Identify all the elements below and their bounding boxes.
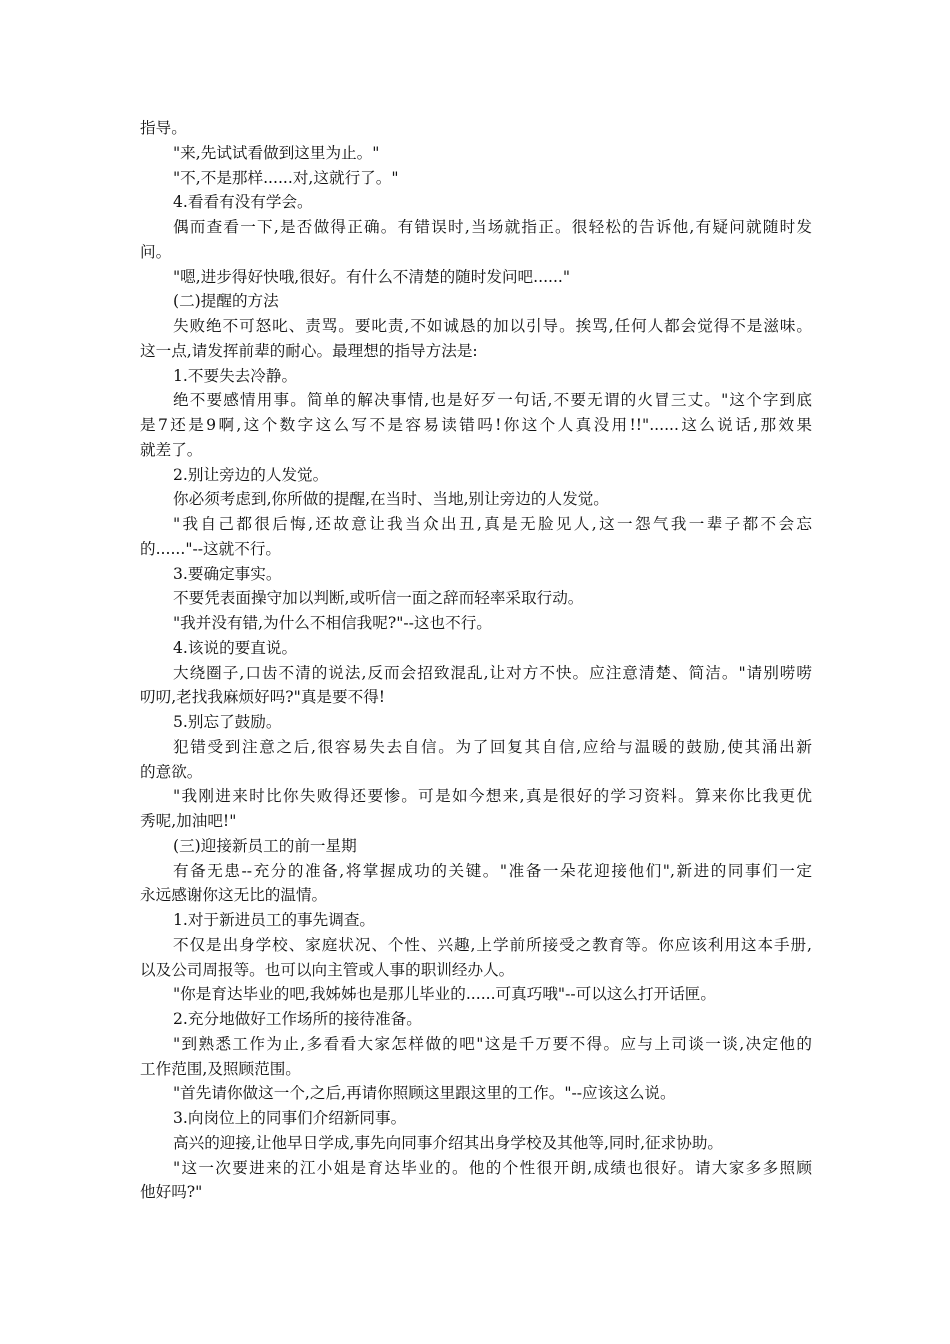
text-line: 失败绝不可怒叱、责骂。要叱责,不如诚恳的加以引导。挨骂,任何人都会觉得不是滋味。 bbox=[173, 317, 812, 335]
text-line: 的......"--这就不行。 bbox=[140, 539, 282, 558]
text-line: 5.别忘了鼓励。 bbox=[173, 713, 282, 731]
text-line: 他好吗?" bbox=[140, 1183, 203, 1202]
text-line: 永远感谢你这无比的温情。 bbox=[140, 886, 328, 905]
text-line: (三)迎接新员工的前一星期 bbox=[173, 836, 357, 855]
text-line: "到熟悉工作为止,多看看大家怎样做的吧"这是千万要不得。应与上司谈一谈,决定他的 bbox=[173, 1034, 812, 1053]
text-line: 问。 bbox=[140, 242, 172, 261]
text-line: "首先请你做这一个,之后,再请你照顾这里跟这里的工作。"--应该这么说。 bbox=[173, 1084, 676, 1103]
text-line: "我并没有错,为什么不相信我呢?"--这也不行。 bbox=[173, 614, 492, 632]
text-line: "这一次要进来的江小姐是育达毕业的。他的个性很开朗,成绩也很好。请大家多多照顾 bbox=[173, 1158, 812, 1177]
text-line: 以及公司周报等。也可以向主管或人事的职训经办人。 bbox=[140, 960, 515, 979]
text-line: 犯错受到注意之后,很容易失去自信。为了回复其自信,应给与温暖的鼓励,使其涌出新 bbox=[173, 737, 812, 756]
text-line: "我刚进来时比你失败得还要惨。可是如今想来,真是很好的学习资料。算来你比我更优 bbox=[173, 787, 812, 806]
text-line: 2.充分地做好工作场所的接待准备。 bbox=[173, 1010, 422, 1028]
text-line: 1.不要失去冷静。 bbox=[173, 366, 298, 385]
document-body bbox=[140, 116, 812, 1205]
text-line: 有备无患--充分的准备,将掌握成功的关键。"准备一朵花迎接他们",新进的同事们一定 bbox=[173, 861, 812, 880]
text-line: 3.要确定事实。 bbox=[173, 564, 282, 583]
text-line: 2.别让旁边的人发觉。 bbox=[173, 465, 329, 484]
text-line: 4.看看有没有学会。 bbox=[173, 193, 313, 212]
text-line: 1.对于新进员工的事先调查。 bbox=[173, 911, 376, 929]
text-line: 你必须考虑到,你所做的提醒,在当时、当地,别让旁边的人发觉。 bbox=[173, 490, 609, 509]
text-line: 叨叨,老找我麻烦好吗?"真是要不得! bbox=[140, 688, 386, 707]
text-line: 这一点,请发挥前辈的耐心。最理想的指导方法是: bbox=[140, 341, 478, 360]
text-line: 的意欲。 bbox=[140, 762, 203, 781]
text-line: 秀呢,加油吧!" bbox=[140, 812, 237, 830]
text-line: "你是育达毕业的吧,我姊姊也是那儿毕业的......可真巧哦"--可以这么打开话匣。 bbox=[173, 985, 716, 1004]
text-line: 是7还是9啊,这个数字这么写不是容易读错吗!你这个人真没用!!"......这么说话,那效果 bbox=[140, 416, 812, 434]
text-line: 工作范围,及照顾范围。 bbox=[140, 1059, 301, 1078]
text-line: 高兴的迎接,让他早日学成,事先向同事介绍其出身学校及其他等,同时,征求协助。 bbox=[173, 1133, 724, 1152]
text-line: "我自己都很后悔,还故意让我当众出丑,真是无脸见人,这一怨气我一辈子都不会忘 bbox=[173, 515, 812, 533]
text-line: 3.向岗位上的同事们介绍新同事。 bbox=[173, 1109, 407, 1127]
text-line: "嗯,进步得好快哦,很好。有什么不清楚的随时发问吧......" bbox=[173, 267, 571, 286]
text-line: "不,不是那样......对,这就行了。" bbox=[173, 168, 399, 187]
text-line: 4.该说的要直说。 bbox=[173, 638, 298, 657]
text-line: 指导。 bbox=[140, 119, 187, 137]
text-line: 就差了。 bbox=[140, 440, 203, 459]
text-line: (二)提醒的方法 bbox=[173, 292, 279, 311]
text-line: 偶而查看一下,是否做得正确。有错误时,当场就指正。很轻松的告诉他,有疑问就随时发 bbox=[173, 218, 812, 236]
text-line: "来,先试试看做到这里为止。" bbox=[173, 143, 380, 162]
text-line: 不仅是出身学校、家庭状况、个性、兴趣,上学前所接受之教育等。你应该利用这本手册, bbox=[173, 935, 812, 954]
text-line: 不要凭表面操守加以判断,或听信一面之辞而轻率采取行动。 bbox=[173, 589, 584, 608]
text-line: 大绕圈子,口齿不清的说法,反而会招致混乱,让对方不快。应注意清楚、简洁。"请别唠唠 bbox=[173, 663, 812, 682]
text-line: 绝不要感情用事。简单的解决事情,也是好歹一句话,不要无谓的火冒三丈。"这个字到底 bbox=[173, 391, 812, 410]
